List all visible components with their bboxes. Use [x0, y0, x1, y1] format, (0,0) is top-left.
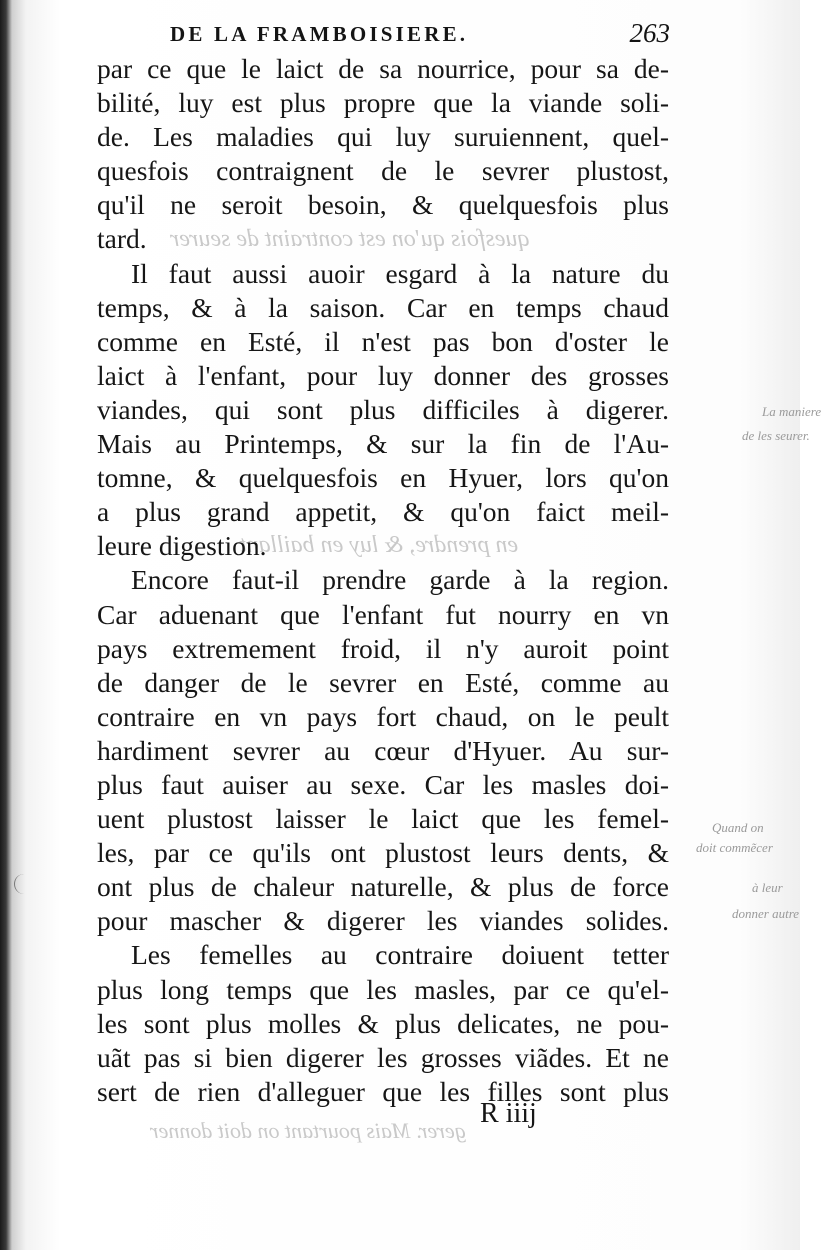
- text-line: ont plus de chaleur naturelle, & plus de force: [97, 871, 669, 903]
- text-line: leure digestion.: [97, 530, 267, 562]
- text-line: laict à l'enfant, pour luy donner des grosses: [97, 359, 669, 391]
- text-line: de danger de le sevrer en Esté, comme au: [97, 666, 669, 698]
- text-line: plus faut auiser au sexe. Car les masles doi-: [97, 768, 669, 800]
- margin-note: de les seurer.: [742, 428, 810, 443]
- margin-note: à leur: [752, 880, 783, 895]
- text-line: Encore faut-il prendre garde à la region.: [131, 564, 669, 596]
- text-line: tard.: [97, 223, 147, 255]
- text-line: plus long temps que les masles, par ce qu'el-: [97, 973, 669, 1005]
- text-line: bilité, luy est plus propre que la viande soli-: [97, 87, 669, 119]
- bleed-through-text: en prendre, & luy en baillant: [240, 532, 519, 558]
- margin-note: donner autre: [732, 906, 800, 921]
- text-line: Il faut aussi auoir esgard à la nature du: [131, 257, 669, 289]
- running-head: DE LA FRAMBOISIERE.: [170, 22, 469, 46]
- bleed-through-text: gerer. Mais pourtant on doit donner: [150, 1118, 466, 1143]
- text-line: hardiment sevrer au cœur d'Hyuer. Au sur-: [97, 734, 669, 766]
- text-line: uãt pas si bien digerer les grosses viãdes. Et ne: [97, 1041, 669, 1073]
- text-line: les, par ce qu'ils ont plustost leurs dents, &: [97, 837, 669, 869]
- text-line: Mais au Printemps, & sur la fin de l'Au-: [97, 428, 669, 460]
- text-line: comme en Esté, il n'est pas bon d'oster le: [97, 325, 669, 357]
- text-line: a plus grand appetit, & qu'on faict meil-: [97, 496, 669, 528]
- text-line: tomne, & quelquesfois en Hyuer, lors qu'on: [97, 462, 669, 494]
- bleed-through-text: quesfois qu'on est contraint de seurer: [170, 226, 530, 252]
- margin-mark: [14, 874, 27, 894]
- text-line: temps, & à la saison. Car en temps chaud: [97, 291, 669, 323]
- margin-note: La maniere: [762, 404, 821, 419]
- margin-note: Quand on: [712, 820, 764, 835]
- text-line: uent plustost laisser le laict que les femel-: [97, 803, 669, 835]
- page-number: 263: [629, 18, 670, 48]
- text-line: sert de rien d'alleguer que les filles sont plus: [97, 1075, 669, 1107]
- text-line: par ce que le laict de sa nourrice, pour sa de-: [97, 53, 669, 84]
- signature-mark: R iiij: [480, 1098, 537, 1129]
- text-line: de. Les maladies qui luy suruiennent, quel-: [97, 121, 669, 153]
- text-line: contraire en vn pays fort chaud, on le peult: [97, 700, 669, 732]
- text-line: les sont plus molles & plus delicates, ne pou-: [97, 1007, 669, 1039]
- body-text: [97, 52, 669, 1109]
- text-line: quesfois contraignent de le sevrer plustost,: [97, 155, 669, 187]
- text-line: qu'il ne seroit besoin, & quelquesfois plus: [97, 189, 669, 221]
- text-line: viandes, qui sont plus difficiles à digerer.: [97, 393, 669, 425]
- text-line: pays extremement froid, il n'y auroit point: [97, 632, 669, 664]
- margin-note: doit commẽcer: [696, 840, 773, 855]
- text-line: Les femelles au contraire doiuent tetter: [131, 939, 669, 971]
- text-line: Car aduenant que l'enfant fut nourry en vn: [97, 598, 669, 630]
- text-line: pour mascher & digerer les viandes solides.: [97, 905, 669, 937]
